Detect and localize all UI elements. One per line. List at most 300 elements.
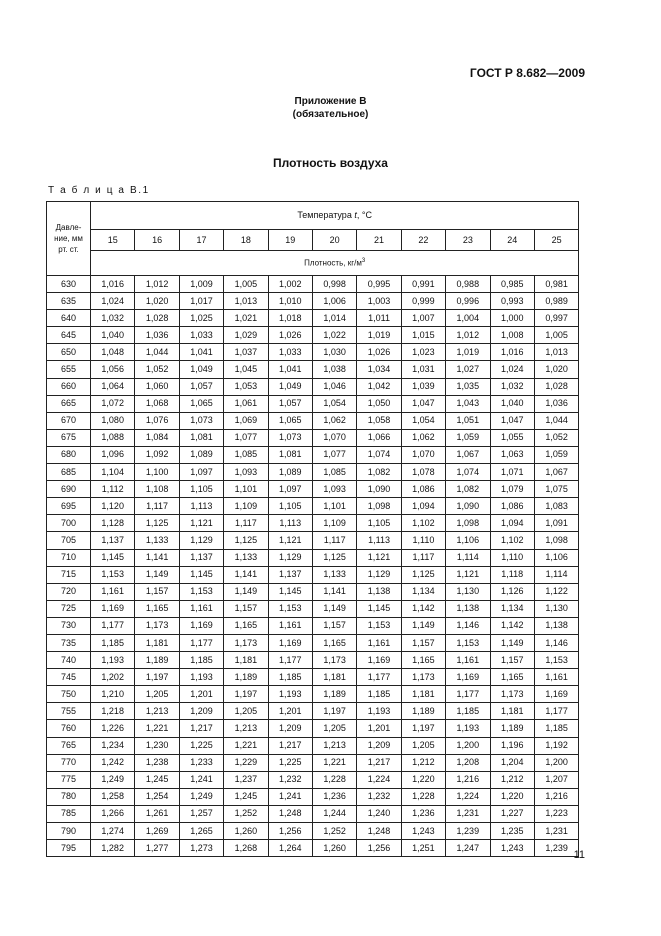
density-cell: 1,113	[357, 532, 401, 549]
density-cell: 1,193	[446, 720, 490, 737]
density-cell: 1,213	[312, 737, 356, 754]
density-cell: 1,003	[357, 293, 401, 310]
density-cell: 1,165	[490, 669, 534, 686]
density-cell: 1,062	[312, 412, 356, 429]
table-row	[47, 532, 579, 549]
density-exponent: 3	[361, 258, 366, 265]
density-cell: 1,040	[490, 395, 534, 412]
density-cell: 1,189	[490, 720, 534, 737]
density-cell: 1,075	[534, 481, 578, 498]
density-cell: 1,228	[312, 771, 356, 788]
density-cell: 1,048	[91, 344, 135, 361]
density-cell: 1,238	[135, 754, 179, 771]
table-row	[47, 293, 579, 310]
density-cell: 1,002	[268, 276, 312, 293]
annex-status: (обязательное)	[292, 109, 369, 120]
density-cell: 1,220	[401, 771, 445, 788]
density-cell: 1,094	[401, 498, 445, 515]
density-cell: 1,224	[357, 771, 401, 788]
density-cell: 1,047	[490, 412, 534, 429]
density-cell: 1,274	[91, 823, 135, 840]
density-cell: 1,040	[91, 327, 135, 344]
density-cell: 1,177	[357, 669, 401, 686]
density-cell: 1,157	[135, 583, 179, 600]
pressure-cell: 755	[47, 703, 91, 720]
density-cell: 1,102	[490, 532, 534, 549]
density-cell: 1,109	[224, 498, 268, 515]
table-row	[47, 669, 579, 686]
pressure-cell: 655	[47, 361, 91, 378]
density-cell: 1,205	[224, 703, 268, 720]
density-cell: 1,072	[91, 395, 135, 412]
density-cell: 1,081	[268, 446, 312, 463]
density-cell: 0,999	[401, 293, 445, 310]
density-cell: 1,149	[312, 600, 356, 617]
density-cell: 1,193	[91, 652, 135, 669]
density-cell: 1,169	[91, 600, 135, 617]
density-cell: 1,277	[135, 840, 179, 857]
table-row	[47, 498, 579, 515]
density-cell: 1,117	[224, 515, 268, 532]
density-cell: 1,126	[490, 583, 534, 600]
density-cell: 1,141	[135, 549, 179, 566]
density-cell: 1,153	[446, 634, 490, 651]
density-cell: 1,185	[534, 720, 578, 737]
density-cell: 1,023	[401, 344, 445, 361]
density-cell: 1,145	[179, 566, 223, 583]
density-cell: 1,125	[135, 515, 179, 532]
density-cell: 1,044	[534, 412, 578, 429]
density-cell: 1,181	[224, 652, 268, 669]
density-cell: 1,248	[357, 823, 401, 840]
density-cell: 1,241	[268, 788, 312, 805]
density-cell: 0,993	[490, 293, 534, 310]
density-cell: 1,015	[401, 327, 445, 344]
table-row	[47, 549, 579, 566]
density-cell: 1,177	[446, 686, 490, 703]
density-cell: 1,010	[268, 293, 312, 310]
density-cell: 1,137	[91, 532, 135, 549]
density-cell: 1,106	[534, 549, 578, 566]
density-cell: 1,169	[357, 652, 401, 669]
density-cell: 1,079	[490, 481, 534, 498]
density-cell: 1,092	[135, 446, 179, 463]
density-cell: 1,161	[534, 669, 578, 686]
density-cell: 1,169	[534, 686, 578, 703]
density-cell: 1,022	[312, 327, 356, 344]
density-cell: 1,098	[446, 515, 490, 532]
pressure-cell: 750	[47, 686, 91, 703]
density-cell: 1,125	[401, 566, 445, 583]
table-row	[47, 634, 579, 651]
pressure-cell: 765	[47, 737, 91, 754]
table-row	[47, 481, 579, 498]
density-cell: 1,033	[179, 327, 223, 344]
density-cell: 1,054	[401, 412, 445, 429]
density-cell: 1,247	[446, 840, 490, 857]
table-row	[47, 566, 579, 583]
density-cell: 1,061	[224, 395, 268, 412]
density-cell: 1,181	[135, 634, 179, 651]
temperature-cell: 24	[490, 230, 534, 251]
pressure-cell: 745	[47, 669, 91, 686]
density-cell: 1,231	[534, 823, 578, 840]
pressure-cell: 650	[47, 344, 91, 361]
density-cell: 1,025	[179, 310, 223, 327]
density-cell: 1,066	[357, 429, 401, 446]
density-cell: 1,185	[179, 652, 223, 669]
density-cell: 1,033	[268, 344, 312, 361]
density-cell: 1,121	[268, 532, 312, 549]
density-cell: 1,108	[135, 481, 179, 498]
density-cell: 1,189	[401, 703, 445, 720]
density-cell: 1,146	[446, 617, 490, 634]
density-cell: 1,125	[312, 549, 356, 566]
density-cell: 1,169	[179, 617, 223, 634]
density-cell: 0,996	[446, 293, 490, 310]
density-cell: 1,169	[268, 634, 312, 651]
temperature-values-row	[47, 230, 579, 251]
density-cell: 1,204	[490, 754, 534, 771]
density-cell: 1,039	[401, 378, 445, 395]
density-cell: 1,153	[534, 652, 578, 669]
density-cell: 1,024	[490, 361, 534, 378]
density-cell: 1,239	[446, 823, 490, 840]
table-row	[47, 310, 579, 327]
density-cell: 1,065	[179, 395, 223, 412]
density-cell: 1,218	[91, 703, 135, 720]
pressure-cell: 795	[47, 840, 91, 857]
density-cell: 1,185	[268, 669, 312, 686]
density-cell: 1,193	[179, 669, 223, 686]
density-cell: 1,268	[224, 840, 268, 857]
table-body	[47, 276, 579, 857]
density-cell: 1,173	[135, 617, 179, 634]
density-cell: 1,049	[179, 361, 223, 378]
density-cell: 1,213	[224, 720, 268, 737]
table-row	[47, 429, 579, 446]
density-cell: 1,059	[446, 429, 490, 446]
density-cell: 1,137	[179, 549, 223, 566]
density-cell: 1,235	[490, 823, 534, 840]
density-cell: 1,019	[446, 344, 490, 361]
temperature-cell: 22	[401, 230, 445, 251]
density-cell: 1,121	[179, 515, 223, 532]
density-cell: 1,085	[224, 446, 268, 463]
density-cell: 1,185	[91, 634, 135, 651]
density-header	[91, 251, 579, 276]
density-cell: 1,242	[91, 754, 135, 771]
density-cell: 1,071	[490, 464, 534, 481]
density-cell: 1,221	[135, 720, 179, 737]
pressure-header-line: ние, мм	[54, 234, 83, 243]
density-cell: 1,236	[401, 805, 445, 822]
density-cell: 1,000	[490, 310, 534, 327]
density-cell: 1,145	[91, 549, 135, 566]
density-cell: 1,016	[91, 276, 135, 293]
density-cell: 0,991	[401, 276, 445, 293]
density-label: Плотность, кг/м	[304, 258, 362, 268]
density-cell: 1,037	[224, 344, 268, 361]
pressure-cell: 710	[47, 549, 91, 566]
density-cell: 1,005	[534, 327, 578, 344]
document-code: ГОСТ Р 8.682—2009	[469, 66, 585, 80]
density-cell: 1,044	[135, 344, 179, 361]
density-cell: 1,197	[312, 703, 356, 720]
density-cell: 1,173	[401, 669, 445, 686]
density-cell: 0,981	[534, 276, 578, 293]
density-cell: 1,173	[312, 652, 356, 669]
density-cell: 1,034	[357, 361, 401, 378]
density-cell: 1,101	[224, 481, 268, 498]
density-cell: 1,241	[179, 771, 223, 788]
density-cell: 1,141	[312, 583, 356, 600]
density-cell: 1,013	[224, 293, 268, 310]
density-cell: 1,173	[224, 634, 268, 651]
density-cell: 0,998	[312, 276, 356, 293]
density-cell: 1,059	[534, 446, 578, 463]
density-cell: 1,129	[268, 549, 312, 566]
density-cell: 1,212	[401, 754, 445, 771]
density-cell: 1,252	[224, 805, 268, 822]
density-cell: 1,110	[401, 532, 445, 549]
density-cell: 1,100	[135, 464, 179, 481]
density-cell: 1,261	[135, 805, 179, 822]
density-cell: 1,130	[534, 600, 578, 617]
pressure-cell: 785	[47, 805, 91, 822]
density-cell: 1,153	[357, 617, 401, 634]
density-cell: 1,196	[490, 737, 534, 754]
density-cell: 1,227	[490, 805, 534, 822]
density-cell: 1,192	[534, 737, 578, 754]
density-cell: 1,177	[179, 634, 223, 651]
density-cell: 1,114	[534, 566, 578, 583]
density-cell: 1,113	[268, 515, 312, 532]
table-row	[47, 617, 579, 634]
density-cell: 1,121	[357, 549, 401, 566]
density-cell: 1,093	[312, 481, 356, 498]
density-cell: 1,230	[135, 737, 179, 754]
density-cell: 1,125	[224, 532, 268, 549]
density-cell: 1,073	[268, 429, 312, 446]
density-cell: 1,085	[312, 464, 356, 481]
density-cell: 1,213	[135, 703, 179, 720]
density-cell: 1,112	[91, 481, 135, 498]
density-cell: 1,026	[268, 327, 312, 344]
density-cell: 1,058	[357, 412, 401, 429]
density-cell: 1,117	[312, 532, 356, 549]
density-cell: 1,217	[357, 754, 401, 771]
density-cell: 1,074	[446, 464, 490, 481]
temperature-header	[91, 202, 579, 230]
table-row	[47, 464, 579, 481]
density-cell: 1,105	[268, 498, 312, 515]
density-cell: 1,014	[312, 310, 356, 327]
density-cell: 1,128	[91, 515, 135, 532]
table-row	[47, 276, 579, 293]
density-cell: 1,142	[401, 600, 445, 617]
pressure-cell: 695	[47, 498, 91, 515]
density-cell: 1,252	[312, 823, 356, 840]
density-cell: 1,084	[135, 429, 179, 446]
density-cell: 1,157	[401, 634, 445, 651]
density-cell: 0,997	[534, 310, 578, 327]
density-cell: 1,086	[401, 481, 445, 498]
density-cell: 1,240	[357, 805, 401, 822]
density-cell: 1,038	[312, 361, 356, 378]
density-cell: 1,209	[357, 737, 401, 754]
pressure-cell: 630	[47, 276, 91, 293]
page-number: 11	[573, 849, 585, 861]
density-cell: 0,985	[490, 276, 534, 293]
table-row	[47, 515, 579, 532]
density-cell: 1,232	[268, 771, 312, 788]
density-cell: 1,149	[135, 566, 179, 583]
density-cell: 1,233	[179, 754, 223, 771]
pressure-cell: 660	[47, 378, 91, 395]
density-cell: 1,074	[357, 446, 401, 463]
density-cell: 1,016	[490, 344, 534, 361]
temperature-label: Температура	[297, 210, 352, 220]
density-cell: 1,060	[135, 378, 179, 395]
temperature-cell: 25	[534, 230, 578, 251]
density-cell: 1,064	[91, 378, 135, 395]
pressure-cell: 775	[47, 771, 91, 788]
density-cell: 1,032	[91, 310, 135, 327]
density-cell: 1,225	[179, 737, 223, 754]
temperature-cell: 19	[268, 230, 312, 251]
density-cell: 1,030	[312, 344, 356, 361]
density-cell: 1,205	[312, 720, 356, 737]
pressure-cell: 770	[47, 754, 91, 771]
density-cell: 1,149	[401, 617, 445, 634]
density-cell: 1,153	[179, 583, 223, 600]
density-cell: 1,082	[446, 481, 490, 498]
pressure-cell: 720	[47, 583, 91, 600]
density-cell: 1,007	[401, 310, 445, 327]
density-cell: 1,083	[534, 498, 578, 515]
table-row	[47, 703, 579, 720]
density-cell: 1,063	[490, 446, 534, 463]
density-cell: 1,121	[446, 566, 490, 583]
table-row	[47, 412, 579, 429]
density-cell: 1,105	[357, 515, 401, 532]
density-cell: 1,193	[268, 686, 312, 703]
density-cell: 1,050	[357, 395, 401, 412]
density-cell: 1,209	[268, 720, 312, 737]
table-row	[47, 583, 579, 600]
density-cell: 1,221	[224, 737, 268, 754]
density-cell: 1,251	[401, 840, 445, 857]
density-cell: 1,082	[357, 464, 401, 481]
density-cell: 1,245	[135, 771, 179, 788]
temperature-unit: , °С	[356, 210, 372, 220]
density-cell: 1,047	[401, 395, 445, 412]
table-row	[47, 686, 579, 703]
table-row	[47, 737, 579, 754]
pressure-cell: 665	[47, 395, 91, 412]
density-cell: 1,051	[446, 412, 490, 429]
density-cell: 1,216	[534, 788, 578, 805]
temperature-cell: 20	[312, 230, 356, 251]
density-cell: 1,161	[268, 617, 312, 634]
density-cell: 1,234	[91, 737, 135, 754]
temperature-cell: 21	[357, 230, 401, 251]
density-cell: 1,078	[401, 464, 445, 481]
density-cell: 1,036	[135, 327, 179, 344]
density-cell: 1,012	[446, 327, 490, 344]
pressure-header-line: Давле-	[55, 223, 82, 232]
pressure-cell: 780	[47, 788, 91, 805]
density-cell: 1,089	[268, 464, 312, 481]
density-cell: 1,165	[224, 617, 268, 634]
density-cell: 1,216	[446, 771, 490, 788]
density-cell: 1,137	[268, 566, 312, 583]
density-cell: 1,046	[312, 378, 356, 395]
table-row	[47, 754, 579, 771]
table-row	[47, 840, 579, 857]
pressure-cell: 740	[47, 652, 91, 669]
density-cell: 1,201	[357, 720, 401, 737]
density-cell: 1,189	[312, 686, 356, 703]
pressure-cell: 640	[47, 310, 91, 327]
density-cell: 1,028	[534, 378, 578, 395]
density-cell: 1,165	[312, 634, 356, 651]
density-cell: 1,029	[224, 327, 268, 344]
density-cell: 1,260	[312, 840, 356, 857]
density-cell: 1,042	[357, 378, 401, 395]
pressure-cell: 645	[47, 327, 91, 344]
density-cell: 1,067	[446, 446, 490, 463]
density-cell: 1,161	[446, 652, 490, 669]
density-cell: 1,008	[490, 327, 534, 344]
density-cell: 1,049	[268, 378, 312, 395]
density-cell: 1,205	[135, 686, 179, 703]
density-cell: 1,020	[534, 361, 578, 378]
table-label: Т а б л и ц а В.1	[48, 185, 150, 196]
density-cell: 1,110	[490, 549, 534, 566]
density-cell: 1,009	[179, 276, 223, 293]
density-cell: 1,019	[357, 327, 401, 344]
density-cell: 1,153	[91, 566, 135, 583]
density-cell: 1,097	[179, 464, 223, 481]
density-cell: 1,031	[401, 361, 445, 378]
density-cell: 1,032	[490, 378, 534, 395]
density-cell: 0,989	[534, 293, 578, 310]
density-cell: 1,101	[312, 498, 356, 515]
density-cell: 1,054	[312, 395, 356, 412]
density-cell: 1,212	[490, 771, 534, 788]
density-cell: 1,193	[357, 703, 401, 720]
temperature-cell: 16	[135, 230, 179, 251]
density-cell: 1,070	[401, 446, 445, 463]
density-cell: 1,098	[357, 498, 401, 515]
density-cell: 1,243	[490, 840, 534, 857]
density-cell: 1,249	[91, 771, 135, 788]
density-cell: 1,141	[224, 566, 268, 583]
pressure-cell: 760	[47, 720, 91, 737]
temperature-cell: 23	[446, 230, 490, 251]
annex-heading	[0, 95, 661, 121]
density-cell: 1,070	[312, 429, 356, 446]
density-cell: 1,236	[312, 788, 356, 805]
density-cell: 1,098	[534, 532, 578, 549]
density-cell: 1,041	[179, 344, 223, 361]
density-cell: 0,988	[446, 276, 490, 293]
density-cell: 1,256	[357, 840, 401, 857]
density-cell: 1,248	[268, 805, 312, 822]
air-density-table	[46, 201, 579, 857]
